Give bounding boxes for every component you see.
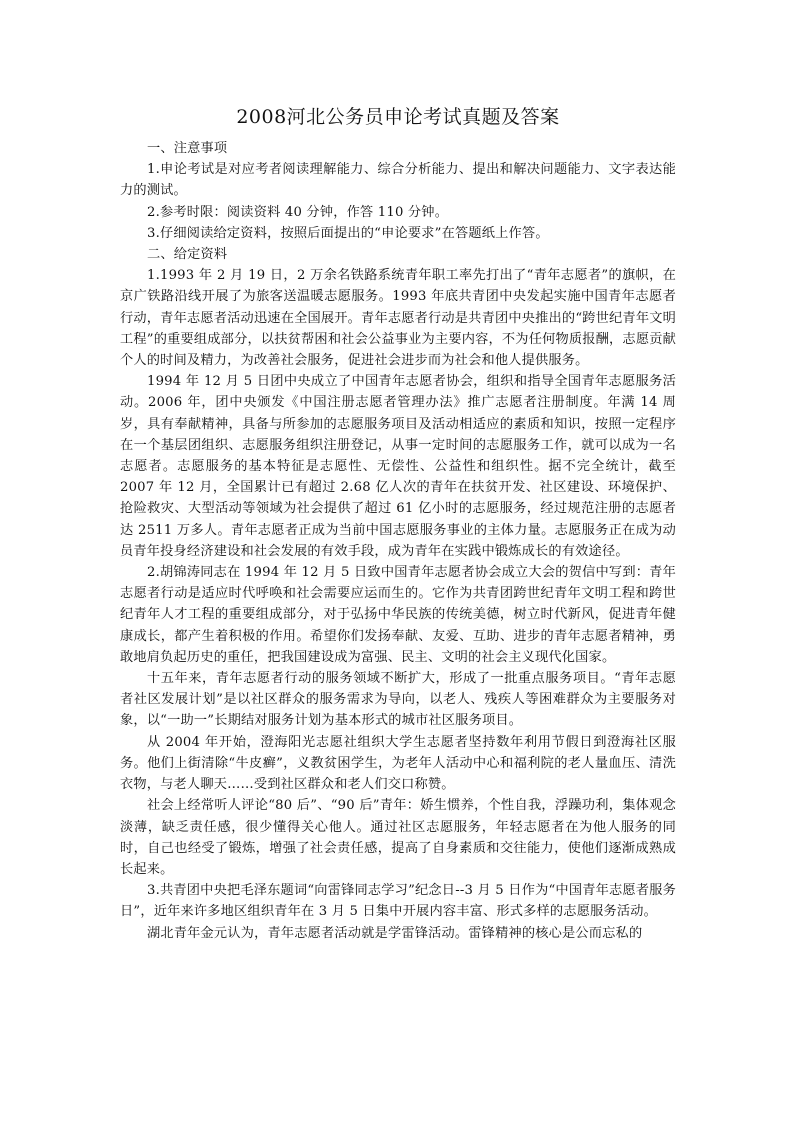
paragraph-note-2: 2.参考时限：阅读资料 40 分钟，作答 110 分钟。	[147, 204, 449, 220]
paragraph-note-3: 3.仔细阅读给定资料，按照后面提出的“申论要求”在答题纸上作答。	[147, 225, 549, 241]
paragraph-material-2d: 社会上经常听人评论“80 后”、“90 后”青年：娇生惯养，个性自我，浮躁功利，集体观念淡薄，缺乏责任感，很少懂得关心他人。通过社区志愿服务，年轻志愿者在为他人服务的同时，自己也经受了锻炼，增强了社会责任感，提高了自身素质和交往能力，使他们逐渐成熟成长起来。	[120, 798, 676, 877]
paragraph-material-3b: 湖北青年金元认为，青年志愿者活动就是学雷锋活动。雷锋精神的核心是公而忘私的	[147, 925, 643, 941]
paragraph-material-3: 3.共青团中央把毛泽东题词“向雷锋同志学习”纪念日--3 月 5 日作为“中国青年志愿者服务日”，近年来许多地区组织青年在 3 月 5 日集中开展内容丰富、形式多样的志愿服务活动。	[120, 883, 676, 920]
section-heading-materials: 二、给定资料	[147, 247, 228, 263]
document-title: 2008河北公务员申论考试真题及答案	[236, 106, 560, 128]
document-page	[120, 102, 676, 944]
paragraph-material-1: 1.1993 年 2 月 19 日，2 万余名铁路系统青年职工率先打出了“青年志愿者”的旗帜，在京广铁路沿线开展了为旅客送温暖志愿服务。1993 年底共青团中央发起实施中国青年志愿者行动，青年志愿者活动迅速在全国展开。青年志愿者行动是共青团中央推出的“跨世纪青年文明工程”的重要组成部分，以扶贫帮困和社会公益事业为主要内容，不为任何物质报酬，志愿贡献个人的时间及精力，为改善社会服务，促进社会进步而为社会和他人提供服务。	[120, 268, 676, 369]
paragraph-note-1: 1.申论考试是对应考者阅读理解能力、综合分析能力、提出和解决问题能力、文字表达能力的测试。	[120, 162, 676, 199]
paragraph-material-2: 2.胡锦涛同志在 1994 年 12 月 5 日致中国青年志愿者协会成立大会的贺信中写到：青年志愿者行动是适应时代呼唤和社会需要应运而生的。它作为共青团跨世纪青年文明工程和跨世纪青年人才工程的重要组成部分，对于弘扬中华民族的传统美德，树立时代新风，促进青年健康成长，都产生着积极的作用。希望你们发扬奉献、友爱、互助、进步的青年志愿者精神，勇敢地肩负起历史的重任，把我国建设成为富强、民主、文明的社会主义现代化国家。	[120, 565, 676, 665]
section-heading-notes: 一、注意事项	[147, 141, 228, 156]
paragraph-material-2b: 十五年来，青年志愿者行动的服务领域不断扩大，形成了一批重点服务项目。“青年志愿者社区发展计划”是以社区群众的服务需求为导向，以老人、残疾人等困难群众为主要服务对象，以“一助一”长期结对服务计划为基本形式的城市社区服务项目。	[120, 671, 676, 729]
paragraph-material-2c: 从 2004 年开始，澄海阳光志愿社组织大学生志愿者坚持数年利用节假日到澄海社区服务。他们上街清除“牛皮癣”，义教贫困学生，为老年人活动中心和福利院的老人量血压、清洗衣物，与老人聊天……受到社区群众和老人们交口称赞。	[120, 734, 676, 793]
paragraph-material-1b: 1994 年 12 月 5 日团中央成立了中国青年志愿者协会，组织和指导全国青年志愿服务活动。2006 年，团中央颁发《中国注册志愿者管理办法》推广志愿者注册制度。年满 14 周岁，具有奉献精神，具备与所参加的志愿服务项目及活动相适应的素质和知识，按照一定程序在一个基层团组织、志愿服务组织注册登记，从事一定时间的志愿服务工作，就可以成为一名志愿者。志愿服务的基本特征是志愿性、无偿性、公益性和组织性。据不完全统计，截至 2007 年 12 月，全国累计已有超过 2.68 亿人次的青年在扶贫开发、社区建设、环境保护、抢险救灾、大型活动等领域为社会提供了超过 61 亿小时的志愿服务，经过规范注册的志愿者达 2511 万多人。青年志愿者正成为当前中国志愿服务事业的主体力量。志愿服务正在成为动员青年投身经济建设和社会发展的有效手段，成为青年在实践中锻炼成长的有效途径。	[120, 374, 676, 559]
